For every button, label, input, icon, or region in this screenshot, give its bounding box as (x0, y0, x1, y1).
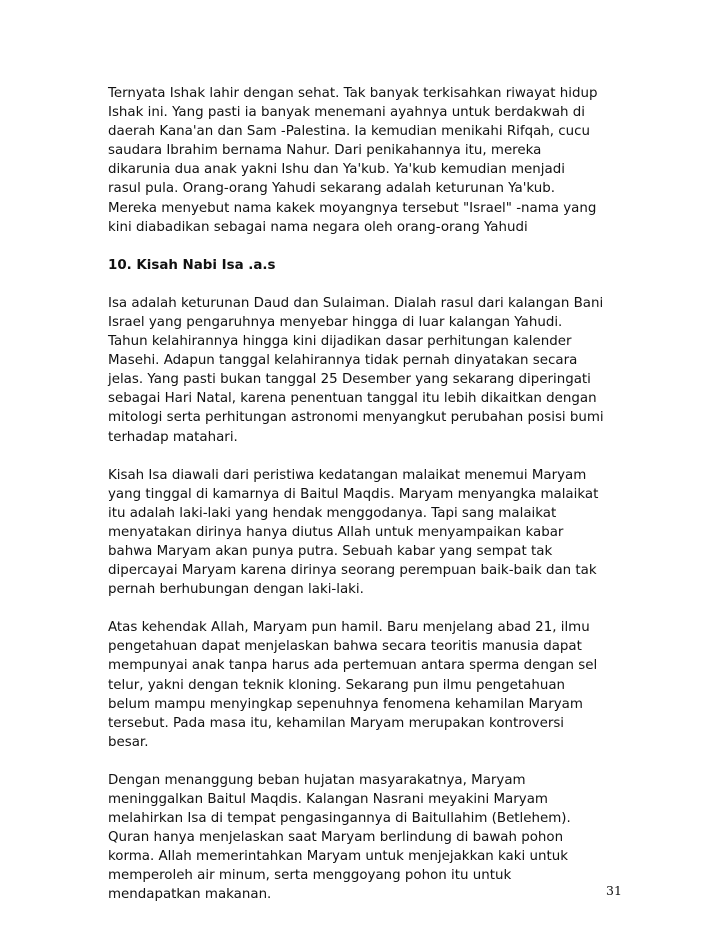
text-line: memperoleh air minum, serta menggoyang pohon itu untuk (108, 868, 512, 884)
text-line: Isa adalah keturunan Daud dan Sulaiman. Dialah rasul dari kalangan Bani (108, 295, 604, 311)
text-line: melahirkan Isa di tempat pengasingannya di Baitullahim (Betlehem). (108, 811, 571, 827)
page-number: 31 (606, 883, 622, 898)
text-line: Quran hanya menjelaskan saat Maryam berlindung di bawah pohon (108, 830, 564, 846)
text-line: mitologi serta perhitungan astronomi menyangkut perubahan posisi bumi (108, 410, 604, 426)
paragraph-ishak (108, 84, 668, 237)
text-line: Tahun kelahirannya hingga kini dijadikan dasar perhitungan kalender (108, 334, 572, 350)
document-page (108, 84, 668, 924)
text-line: saudara Ibrahim bernama Nahur. Dari penikahannya itu, mereka (108, 143, 542, 159)
section-heading: 10. Kisah Nabi Isa .a.s (108, 257, 276, 273)
text-line: Ternyata Ishak lahir dengan sehat. Tak banyak terkisahkan riwayat hidup (108, 86, 598, 101)
text-line: itu adalah laki-laki yang hendak menggodanya. Tapi sang malaikat (108, 505, 557, 521)
text-line: meninggalkan Baitul Maqdis. Kalangan Nasrani meyakini Maryam (108, 792, 548, 807)
text-line: menyatakan dirinya hanya diutus Allah untuk menyampaikan kabar (108, 524, 564, 540)
text-line: pernah berhubungan dengan laki-laki. (108, 582, 364, 598)
paragraph-pregnancy (108, 618, 668, 752)
paragraph-isa-lineage (108, 294, 668, 447)
text-line: dipercayai Maryam karena dirinya seorang perempuan baik-baik dan tak (108, 563, 597, 579)
text-line: daerah Kana'an dan Sam -Palestina. Ia kemudian menikahi Rifqah, cucu (108, 124, 590, 140)
text-line: korma. Allah memerintahkan Maryam untuk menjejakkan kaki untuk (108, 849, 568, 865)
text-line: besar. (108, 734, 149, 750)
text-line: Ishak ini. Yang pasti ia banyak menemani ayahnya untuk berdakwah di (108, 105, 586, 121)
text-line: bahwa Maryam akan punya putra. Sebuah kabar yang sempat tak (108, 543, 553, 559)
text-line: rasul pula. Orang-orang Yahudi sekarang adalah keturunan Ya'kub. (108, 181, 555, 197)
text-line: kini diabadikan sebagai nama negara oleh orang-orang Yahudi (108, 219, 528, 235)
text-line: Atas kehendak Allah, Maryam pun hamil. Baru menjelang abad 21, ilmu (108, 620, 590, 636)
text-line: jelas. Yang pasti bukan tanggal 25 Desember yang sekarang diperingati (108, 372, 591, 388)
paragraph-angel-visit (108, 466, 668, 600)
text-line: telur, yakni dengan teknik kloning. Sekarang pun ilmu pengetahuan (108, 677, 566, 693)
paragraph-birth (108, 771, 668, 905)
text-line: Mereka menyebut nama kakek moyangnya tersebut "Israel" -nama yang (108, 200, 597, 216)
text-line: Dengan menanggung beban hujatan masyarakatnya, Maryam (108, 772, 526, 788)
text-line: terhadap matahari. (108, 429, 238, 445)
text-line: mempunyai anak tanpa harus ada pertemuan antara sperma dengan sel (108, 658, 598, 674)
text-line: sebagai Hari Natal, karena penentuan tanggal itu lebih dikaitkan dengan (108, 391, 597, 407)
text-line: tersebut. Pada masa itu, kehamilan Maryam merupakan kontroversi (108, 715, 565, 731)
text-line: dikarunia dua anak yakni Ishu dan Ya'kub. Ya'kub kemudian menjadi (108, 162, 565, 178)
text-line: yang tinggal di kamarnya di Baitul Maqdis. Maryam menyangka malaikat (108, 486, 599, 502)
text-line: Masehi. Adapun tanggal kelahirannya tidak pernah dinyatakan secara (108, 353, 578, 369)
text-line: pengetahuan dapat menjelaskan bahwa secara teoritis manusia dapat (108, 639, 582, 655)
text-line: belum mampu menyingkap sepenuhnya fenomena kehamilan Maryam (108, 696, 583, 712)
text-line: Israel yang pengaruhnya menyebar hingga di luar kalangan Yahudi. (108, 314, 563, 330)
text-line: mendapatkan makanan. (108, 887, 272, 903)
text-line: Kisah Isa diawali dari peristiwa kedatangan malaikat menemui Maryam (108, 467, 587, 483)
